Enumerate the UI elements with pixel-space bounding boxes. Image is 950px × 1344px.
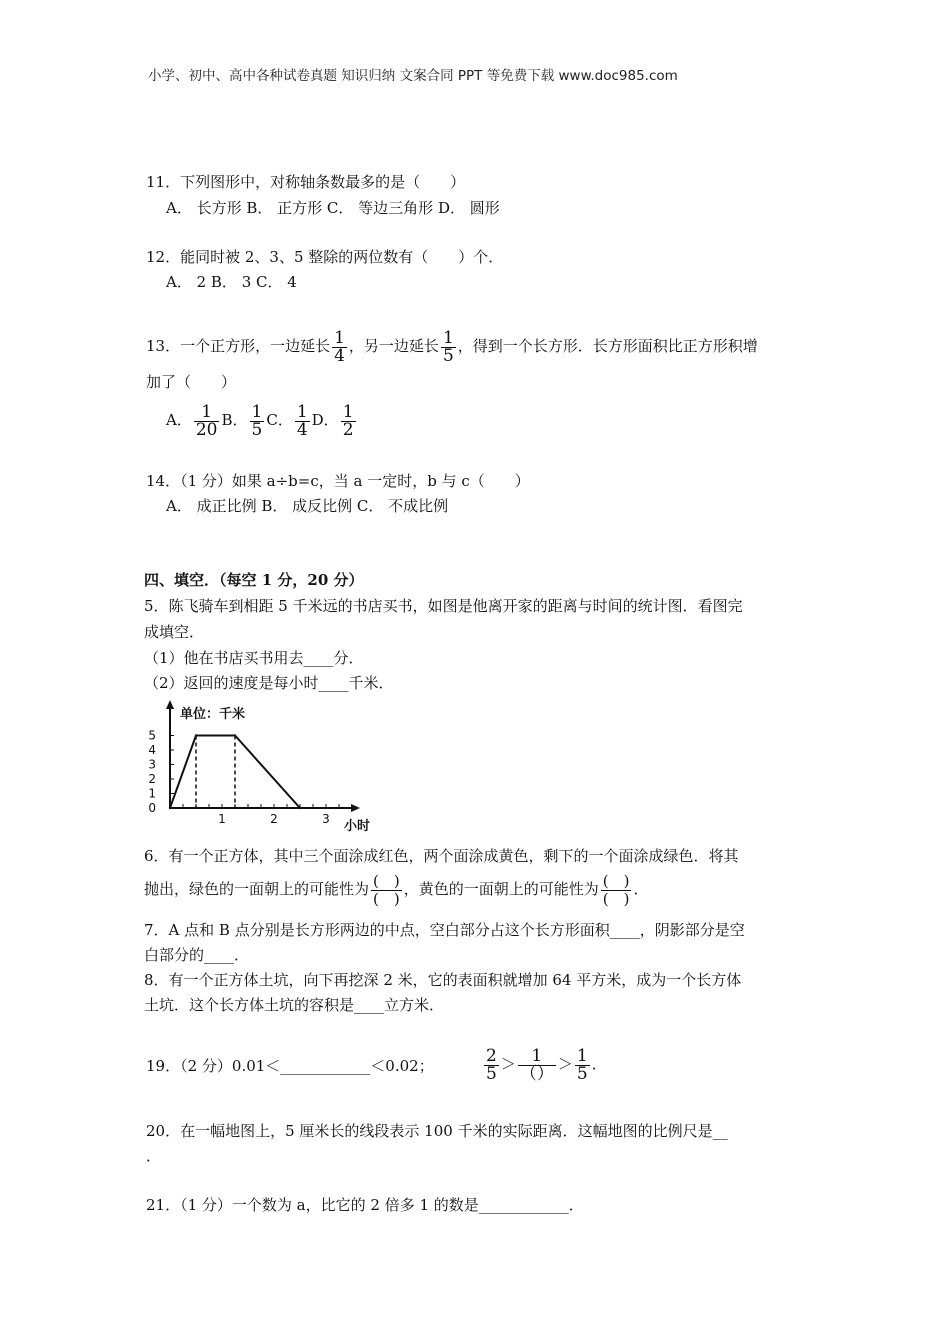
x-tick-label-1: 1 [218, 812, 226, 826]
y-tick-label-0: 0 [148, 801, 156, 815]
section-title: 四、填空．（每空 1 分，20 分） [144, 571, 364, 589]
q11-options: A． 长方形 B． 正方形 C． 等边三角形 D． 圆形 [166, 199, 500, 217]
q13-fraction-1-4: $\frac{1}{4}$ [334, 327, 345, 366]
data-point [234, 734, 236, 736]
data-point [169, 807, 171, 809]
q13-option-b: $\frac{1}{5}$ [251, 401, 263, 440]
y-tick-label-5: 5 [148, 728, 156, 743]
q6-blank-fraction-yellow: $\frac{( )}{( )}$ [602, 871, 630, 908]
q5-sub1: （1）他在书店买书用去____分． [144, 649, 364, 667]
q14-stem: 14．（1 分）如果 a÷b=c，当 a 一定时，b 与 c（ ） [146, 472, 530, 490]
q13-option-a: $\frac{1}{20}$ [195, 401, 218, 440]
q12-options: A． 2 B． 3 C． 4 [166, 273, 297, 291]
page-header: 小学、初中、高中各种试卷真题 知识归纳 文案合同 PPT 等免费下载 www.doc985.com [148, 68, 678, 84]
q7-line1: 7．A 点和 B 点分别是长方形两边的中点，空白部分占这个长方形面积____，阴影部分是空 [144, 921, 745, 939]
q19-fraction-1-5: $\frac{1}{5}$ [576, 1045, 588, 1084]
x-axis-arrow [351, 804, 360, 812]
q21-text: 21．（1 分）一个数为 a，比它的 2 倍多 1 的数是____________． [146, 1196, 584, 1214]
q13-option-c: $\frac{1}{4}$ [296, 401, 308, 440]
q13-stem-line2: 加了（ ） [146, 373, 237, 391]
x-tick-label-2: 2 [270, 812, 278, 826]
q8-line2: 土坑．这个长方体土坑的容积是____立方米． [144, 996, 445, 1014]
q13-option-d: $\frac{1}{2}$ [342, 401, 354, 440]
y-tick-label-2: 2 [148, 772, 156, 786]
distance-time-chart [140, 698, 390, 838]
q7-line2: 白部分的____． [144, 946, 250, 964]
y-tick-label-3: 3 [148, 757, 156, 772]
q5-line2: 成填空． [144, 623, 205, 641]
q6-line2: 抛出，绿色的一面朝上的可能性为 $\frac{( )}{( )}$ ，黄色的一面朝上的可能性为 $\frac{( )}{( )}$ ． [144, 871, 649, 908]
q6-blank-fraction-green: $\frac{( )}{( )}$ [373, 871, 400, 908]
y-tick-label-1: 1 [148, 786, 156, 801]
q12-stem: 12．能同时被 2、3、5 整除的两位数有（ ）个． [146, 248, 504, 266]
q19-fraction-compare: $\frac{2}{5}$ ＞ $\frac{1}{()}$ ＞ $\frac{1}{5}$ ． [486, 1045, 607, 1084]
x-tick-label-3: 3 [322, 812, 330, 826]
q6-line1: 6．有一个正方体，其中三个面涂成红色，两个面涂成黄色，剩下的一个面涂成绿色．将其 [144, 847, 739, 865]
q5-sub2: （2）返回的速度是每小时____千米． [144, 674, 394, 692]
data-point [195, 734, 197, 736]
q20-line1: 20．在一幅地图上，5 厘米长的线段表示 100 千米的实际距离．这幅地图的比例尺是__ [146, 1122, 728, 1140]
q5-line1: 5．陈飞骑车到相距 5 千米远的书店买书，如图是他离开家的距离与时间的统计图．看图完 [144, 597, 743, 615]
q20-line2: ． [146, 1147, 162, 1165]
data-point [299, 807, 301, 809]
q14-options: A． 成正比例 B． 成反比例 C． 不成比例 [166, 497, 449, 515]
q8-line1: 8．有一个正方体土坑，向下再挖深 2 米，它的表面积就增加 64 平方米，成为一个长方体 [144, 971, 742, 989]
q13-stem: 13．一个正方形，一边延长 $\frac{1}{4}$ ，另一边延长 $\frac{1}{5}$ ，得到一个长方形．长方形面积比正方形积增 [146, 327, 758, 366]
y-unit-label: 单位：千米 [180, 707, 246, 722]
y-tick-label-4: 4 [148, 743, 156, 757]
q19-fraction-2-5: $\frac{2}{5}$ [486, 1045, 497, 1084]
q13-options: A． $\frac{1}{20}$ B． $\frac{1}{5}$ C． $\frac{1}{4}$ D． $\frac{1}{2}$ [166, 401, 354, 440]
x-unit-label: 小时 [344, 819, 371, 834]
q19-fraction-blank: $\frac{1}{()}$ [519, 1045, 554, 1084]
y-axis-arrow [166, 700, 174, 709]
q19-text: 19．（2 分）0.01＜____________＜0.02； [146, 1057, 434, 1075]
q11-stem: 11．下列图形中，对称轴条数最多的是（ ） [146, 173, 466, 191]
q13-fraction-1-5: $\frac{1}{5}$ [442, 327, 454, 366]
